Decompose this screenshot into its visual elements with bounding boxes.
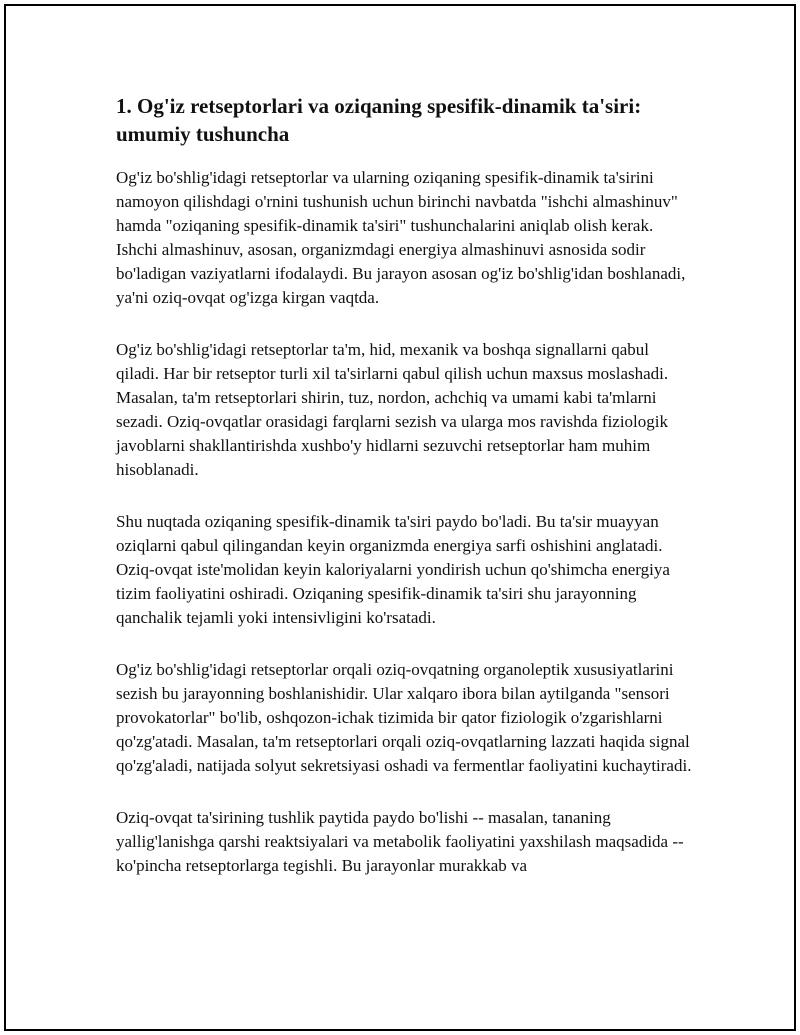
paragraph-3: Shu nuqtada oziqaning spesifik-dinamik ta'siri paydo bo'ladi. Bu ta'sir muayyan oziqlarni qabul qilingandan keyin organizmda energiya sarfi oshishini anglatadi. Oziq-ovqat iste'molidan keyin kaloriyalarni yondirish uchun qo'shimcha energiya tizim faoliyatini oshiradi. Oziqaning spesifik-dinamik ta'siri shu jarayonning qanchalik tejamli yoki intensivligini ko'rsatadi. xyxy=(116,512,670,627)
paragraph-1: Og'iz bo'shlig'idagi retseptorlar va ularning oziqaning spesifik-dinamik ta'sirini namoyon qilishdagi o'rnini tushunish uchun birinchi navbatda "ishchi almashinuv" hamda "oziqaning spesifik-dinamik ta'siri" tushunchalarini aniqlab olish kerak. Ishchi almashinuv, asosan, organizmdagi energiya almashinuvi asnosida sodir bo'ladigan vaziyatlarni ifodalaydi. Bu jarayon asosan og'iz bo'shlig'idan boshlanadi, ya'ni oziq-ovqat og'izga kirgan vaqtda. xyxy=(116,168,686,307)
document-body xyxy=(116,92,696,906)
paragraph-2: Og'iz bo'shlig'idagi retseptorlar ta'm, hid, mexanik va boshqa signallarni qabul qiladi. Har bir retseptor turli xil ta'sirlarni qabul qilish uchun maxsus moslashadi. Masalan, ta'm retseptorlari shirin, tuz, nordon, achchiq va umami kabi ta'mlarni sezadi. Oziq-ovqatlar orasidagi farqlarni sezish va ularga mos ravishda fiziologik javoblarni shakllantirishda xushbo'y hidlarni sezuvchi retseptorlar ham muhim hisoblanadi. xyxy=(116,340,669,479)
paragraph-4: Og'iz bo'shlig'idagi retseptorlar orqali oziq-ovqatning organoleptik xususiyatlarini sezish bu jarayonning boshlanishidir. Ular xalqaro ibora bilan aytilganda "sensori provokatorlar" bo'lib, oshqozon-ichak tizimida bir qator fiziologik o'zgarishlarni qo'zg'atadi. Masalan, ta'm retseptorlari orqali oziq-ovqatlarning lazzati haqida signal qo'zg'aladi, natijada solyut sekretsiyasi oshadi va fermentlar faoliyatini kuchaytiradi. xyxy=(116,660,692,775)
section-heading: 1. Og'iz retseptorlari va oziqaning spesifik-dinamik ta'siri: umumiy tushuncha xyxy=(116,94,642,146)
paragraph-5: Oziq-ovqat ta'sirining tushlik paytida paydo bo'lishi -- masalan, tananing yallig'lanishga qarshi reaktsiyalari va metabolik faoliyatini yaxshilash maqsadida -- ko'pincha retseptorlarga tegishli. Bu jarayonlar murakkab va xyxy=(116,808,684,875)
